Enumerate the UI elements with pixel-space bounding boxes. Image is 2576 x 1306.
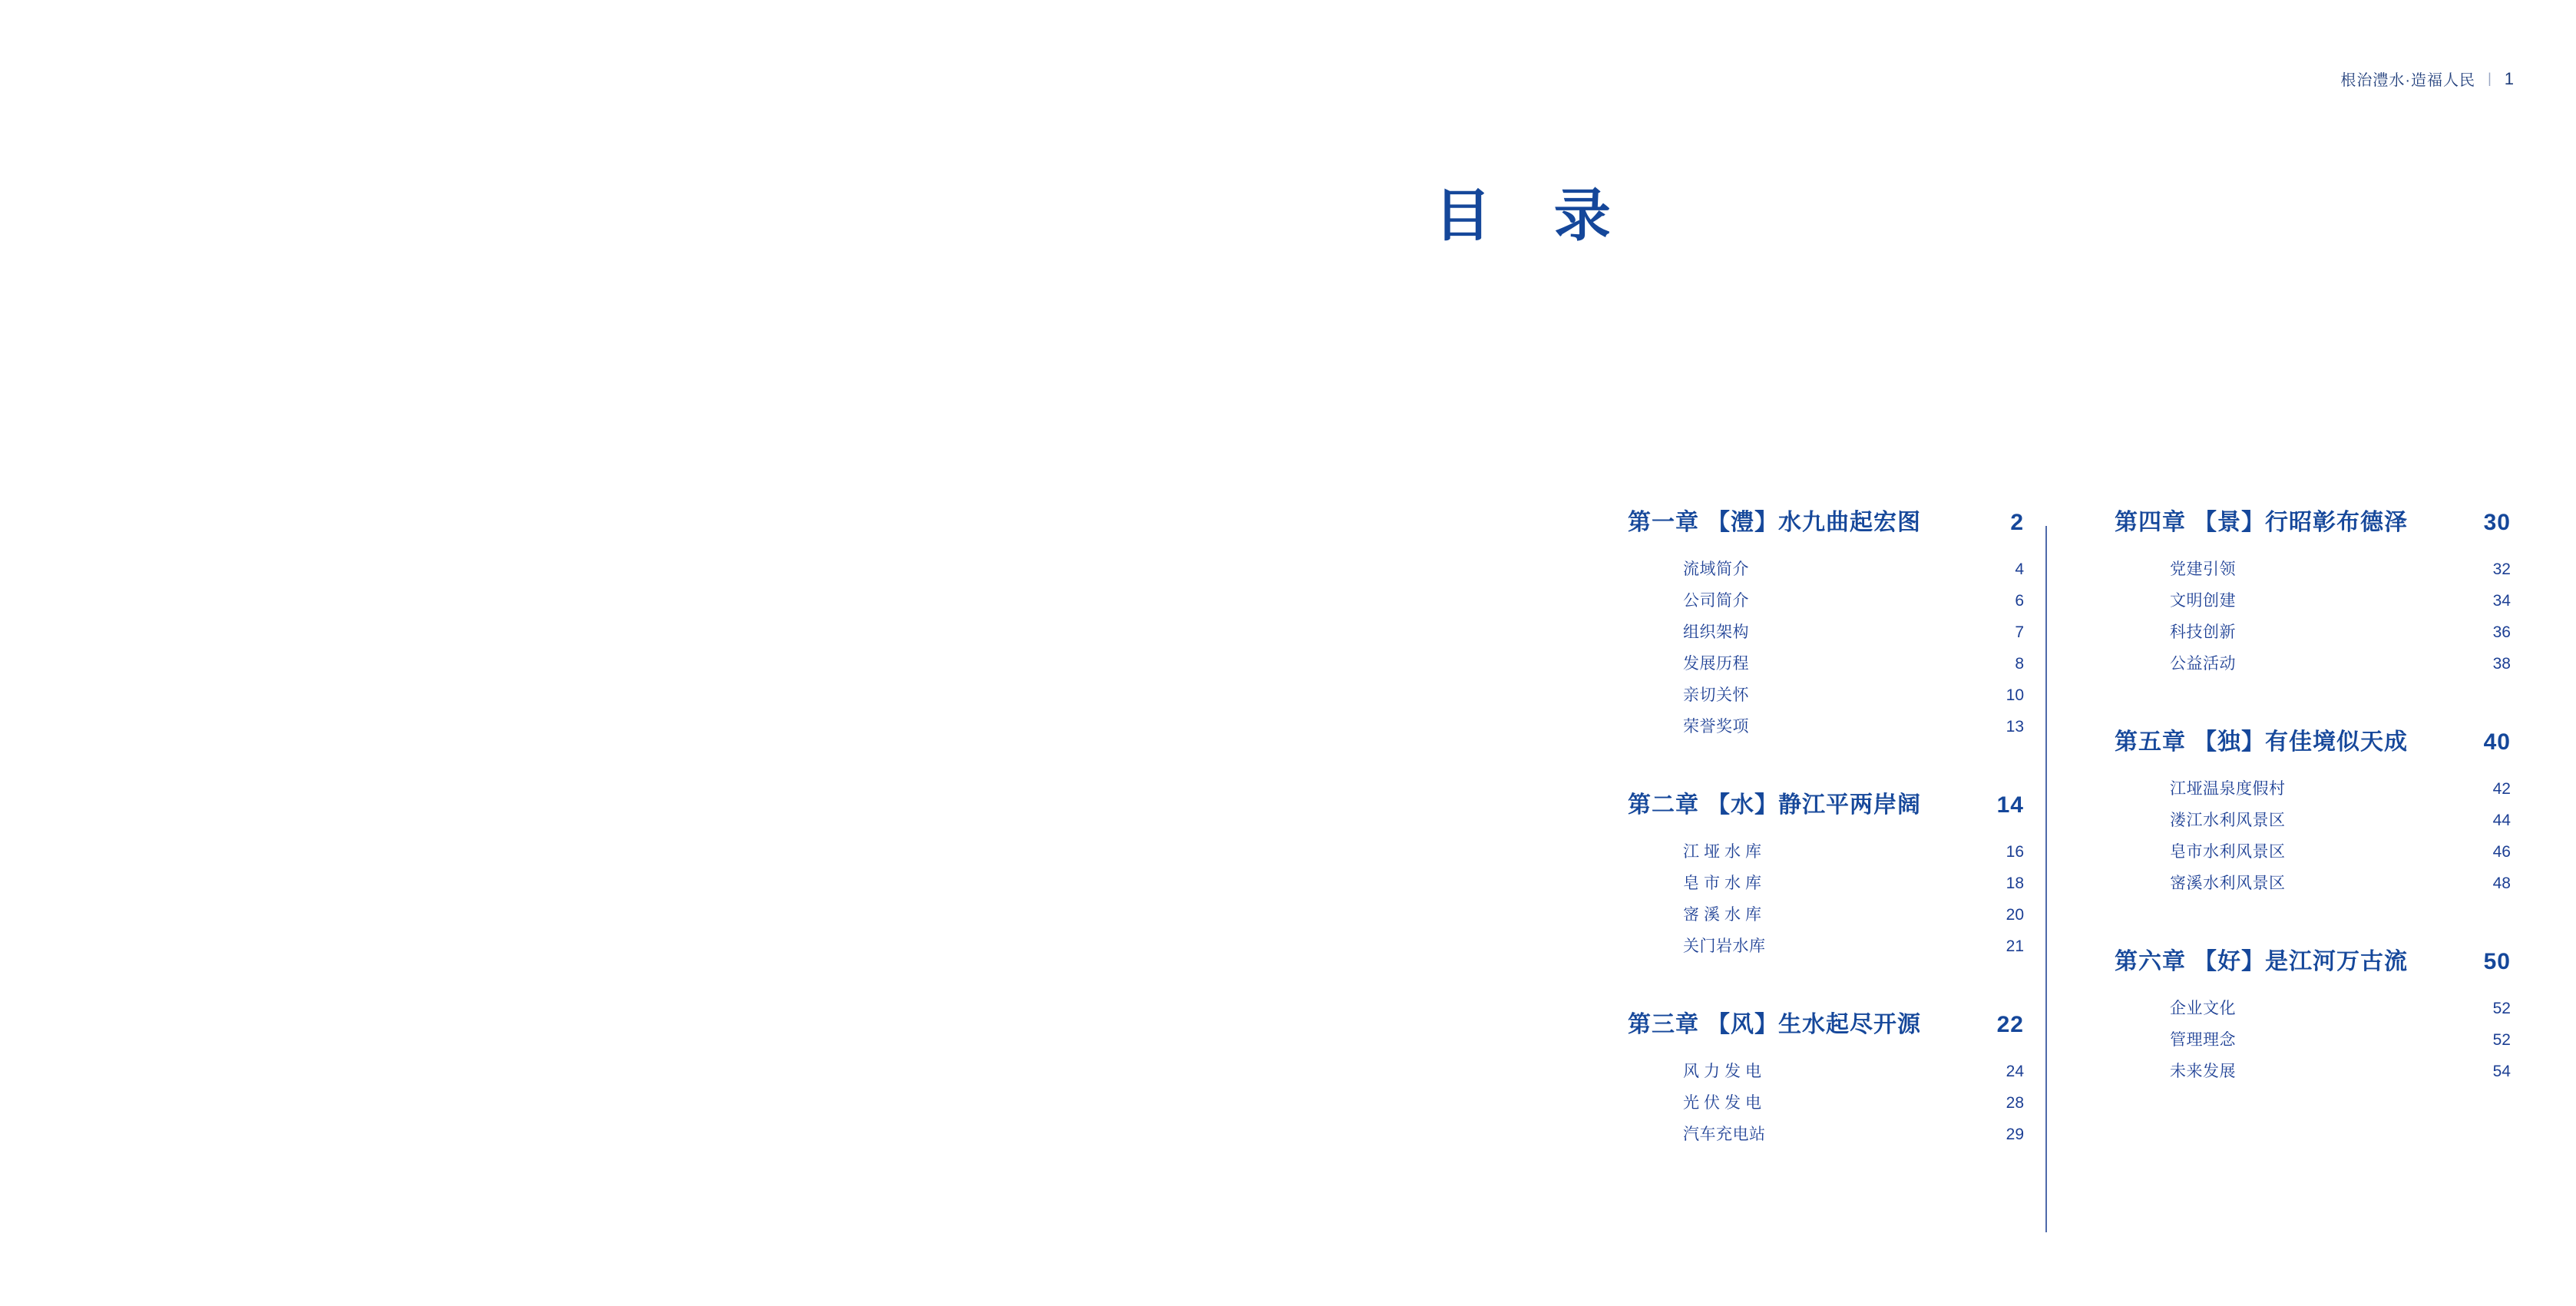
toc-entry[interactable]: [1683, 617, 2024, 648]
toc-entry-page: 8: [2015, 655, 2024, 673]
toc-entry-page: 36: [2492, 623, 2511, 641]
toc-entry-name: 宻溪水利风景区: [2169, 875, 2286, 892]
toc-entry[interactable]: [1683, 868, 2024, 899]
running-header-text: 根治澧水·造福人民: [2340, 72, 2476, 89]
column-divider: [2045, 526, 2047, 1232]
toc-entry-page: 6: [2015, 592, 2024, 610]
chapter-page: 2: [2010, 510, 2024, 535]
toc-entry-page: 46: [2492, 843, 2511, 861]
page-title: 目 录: [1434, 183, 1632, 249]
toc-entry-name: 企业文化: [2169, 1000, 2236, 1017]
chapter-name: 【风】生水起尽开源: [1707, 1012, 1921, 1037]
toc-entry[interactable]: [2170, 773, 2511, 805]
toc-entry[interactable]: [2170, 617, 2511, 648]
chapter-entries: [1628, 1056, 2024, 1150]
chapter-heading[interactable]: [2115, 503, 2511, 537]
toc-chapter: [2115, 722, 2511, 899]
chapter-heading[interactable]: [1628, 785, 2024, 819]
toc-entry-page: 52: [2492, 1000, 2511, 1017]
toc-entry-page: 42: [2492, 780, 2511, 798]
toc-entry-name: 江垭温泉度假村: [2169, 780, 2286, 798]
toc-entry-name: 汽车充电站: [1683, 1126, 1766, 1143]
chapter-page: 22: [1996, 1012, 2024, 1037]
chapter-name: 【独】有佳境似天成: [2193, 729, 2408, 755]
toc-entry-page: 44: [2492, 812, 2511, 829]
toc-entry[interactable]: [1683, 679, 2024, 711]
chapter-page: 14: [1996, 792, 2024, 818]
chapter-entries: [2115, 993, 2511, 1087]
chapter-name: 【澧】水九曲起宏图: [1707, 510, 1921, 535]
chapter-page: 50: [2483, 949, 2511, 974]
toc-entry-page: 38: [2492, 655, 2511, 673]
chapter-heading[interactable]: [2115, 942, 2511, 976]
toc-entry[interactable]: [1683, 648, 2024, 679]
chapter-label: 第五章: [2114, 729, 2186, 755]
toc-entry-page: 10: [2006, 686, 2024, 704]
toc-entry[interactable]: [2170, 868, 2511, 899]
toc-entry[interactable]: [2170, 836, 2511, 868]
toc-entry-page: 48: [2492, 875, 2511, 892]
toc-entry-name: 江垭水库: [1683, 843, 1766, 861]
chapter-heading[interactable]: [1628, 1005, 2024, 1039]
running-header-page-number: 1: [2504, 68, 2515, 88]
toc-entry[interactable]: [1683, 899, 2024, 931]
toc-chapter: [2115, 942, 2511, 1087]
toc-chapter: [2115, 503, 2511, 679]
toc-entry-name: 溇江水利风景区: [2169, 812, 2286, 829]
chapter-name: 【水】静江平两岸阔: [1707, 792, 1921, 818]
toc-entry[interactable]: [1683, 585, 2024, 617]
toc-entry-name: 皂市水利风景区: [2169, 843, 2286, 861]
running-header-separator: |: [2488, 71, 2492, 86]
toc-entry-name: 荣誉奖项: [1683, 718, 1749, 736]
toc-entry-page: 54: [2492, 1063, 2511, 1080]
toc-entry[interactable]: [2170, 993, 2511, 1024]
toc-chapter: [1628, 503, 2024, 742]
toc-entry-page: 18: [2006, 875, 2024, 892]
chapter-label: 第一章: [1628, 510, 1699, 535]
chapter-entries: [1628, 836, 2024, 962]
toc-entry-page: 24: [2006, 1063, 2024, 1080]
toc-entry-name: 宻溪水库: [1683, 906, 1766, 924]
chapter-name: 【景】行昭彰布德泽: [2193, 510, 2408, 535]
toc-entry-page: 32: [2492, 560, 2511, 578]
toc-entry[interactable]: [1683, 554, 2024, 585]
toc-entry-name: 组织架构: [1683, 623, 1749, 641]
toc-entry-name: 发展历程: [1683, 655, 1749, 673]
toc-entry[interactable]: [1683, 931, 2024, 962]
toc-entry-page: 21: [2006, 937, 2024, 955]
toc-entry[interactable]: [1683, 1087, 2024, 1119]
chapter-heading[interactable]: [2115, 722, 2511, 756]
chapter-entries: [2115, 773, 2511, 899]
toc-entry-page: 13: [2006, 718, 2024, 736]
toc-entry-name: 流域简介: [1683, 560, 1749, 578]
toc-entry[interactable]: [1683, 1056, 2024, 1087]
toc-entry[interactable]: [1683, 836, 2024, 868]
chapter-label: 第三章: [1628, 1012, 1699, 1037]
toc-entry-name: 亲切关怀: [1683, 686, 1749, 704]
toc-entry[interactable]: [2170, 585, 2511, 617]
chapter-heading[interactable]: [1628, 503, 2024, 537]
toc-entry-page: 52: [2492, 1031, 2511, 1049]
chapter-label: 第六章: [2114, 949, 2186, 974]
toc-entry[interactable]: [1683, 711, 2024, 742]
toc-entry[interactable]: [1683, 1119, 2024, 1150]
toc-entry-name: 科技创新: [2169, 623, 2236, 641]
toc-entry-page: 28: [2006, 1094, 2024, 1112]
toc-entry-page: 34: [2492, 592, 2511, 610]
toc-entry-page: 29: [2006, 1126, 2024, 1143]
toc-entry-page: 4: [2015, 560, 2024, 578]
toc-entry-name: 关门岩水库: [1683, 937, 1766, 955]
toc-entry-name: 党建引领: [2169, 560, 2236, 578]
toc-column-left: [1628, 503, 2024, 1172]
toc-entry-name: 未来发展: [2169, 1063, 2236, 1080]
toc-entry-name: 风力发电: [1683, 1063, 1766, 1080]
toc-entry-name: 管理理念: [2169, 1031, 2236, 1049]
toc-entry[interactable]: [2170, 805, 2511, 836]
toc-entry-page: 20: [2006, 906, 2024, 924]
chapter-name: 【好】是江河万古流: [2193, 949, 2408, 974]
chapter-page: 40: [2483, 729, 2511, 755]
toc-entry[interactable]: [2170, 1056, 2511, 1087]
chapter-page: 30: [2483, 510, 2511, 535]
toc-column-right: [2068, 503, 2511, 1109]
toc-chapter: [1628, 785, 2024, 962]
toc-entry-name: 文明创建: [2169, 592, 2236, 610]
running-header: [2340, 68, 2515, 90]
toc-entry[interactable]: [2170, 648, 2511, 679]
toc-entry-name: 光伏发电: [1683, 1094, 1766, 1112]
chapter-entries: [1628, 554, 2024, 742]
chapter-label: 第二章: [1628, 792, 1699, 818]
chapter-entries: [2115, 554, 2511, 679]
toc-entry-name: 皂市水库: [1683, 875, 1766, 892]
toc-entry[interactable]: [2170, 1024, 2511, 1056]
toc-columns: [1628, 503, 2511, 1232]
toc-entry-page: 16: [2006, 843, 2024, 861]
chapter-label: 第四章: [2114, 510, 2186, 535]
toc-entry[interactable]: [2170, 554, 2511, 585]
toc-entry-page: 7: [2015, 623, 2024, 641]
toc-entry-name: 公益活动: [2169, 655, 2236, 673]
toc-chapter: [1628, 1005, 2024, 1150]
toc-entry-name: 公司简介: [1683, 592, 1749, 610]
